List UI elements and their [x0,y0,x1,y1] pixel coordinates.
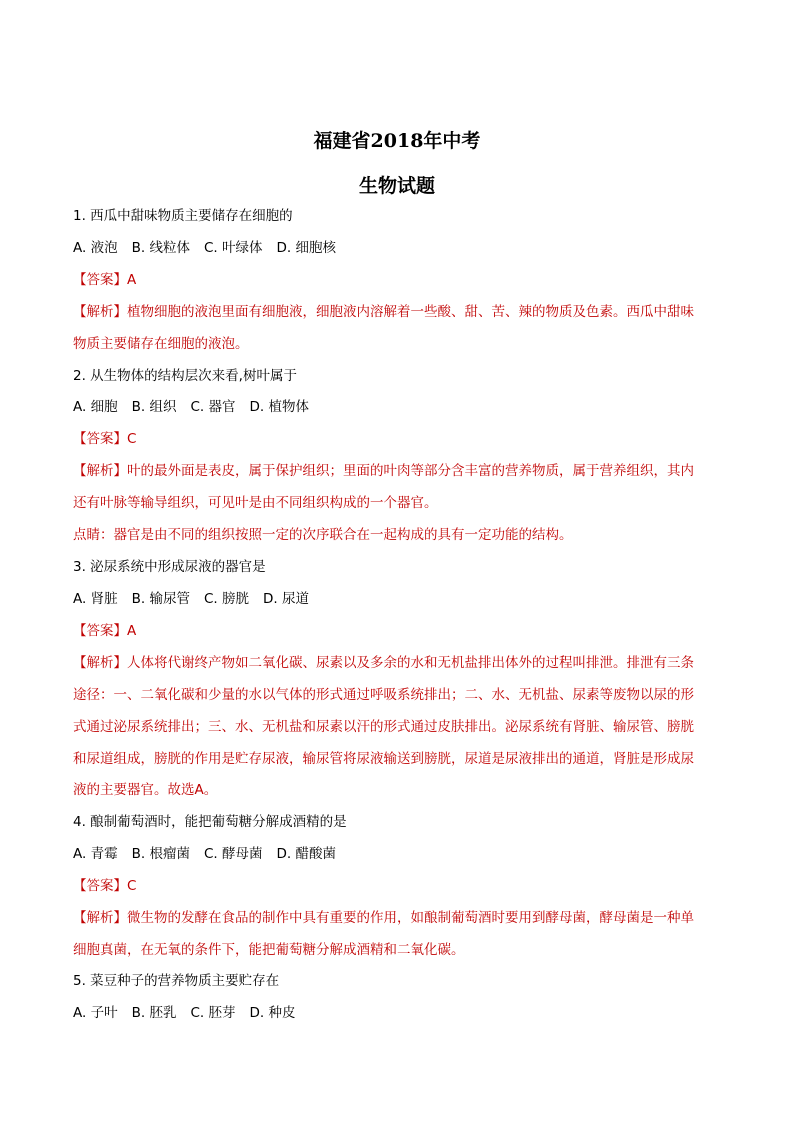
question-1-options [73,238,336,258]
answer-value: C [127,878,137,894]
analysis-tag: 【解析】 [73,304,127,320]
answer-tag: 【答案】 [73,878,127,894]
question-2-options [73,397,309,417]
question-5-options [73,1003,295,1023]
option-a: A. 肾脏 [73,591,118,607]
question-3-stem: 3. 泌尿系统中形成尿液的器官是 [73,559,266,575]
analysis-tag: 【解析】 [73,463,127,479]
option-b: B. 胚乳 [131,1005,177,1021]
question-2-tip: 点睛：器官是由不同的组织按照一定的次序联合在一起构成的具有一定功能的结构。 [73,527,573,543]
question-3-options [73,589,309,609]
question-3-answer [73,621,136,641]
answer-value: A [127,623,137,639]
analysis-tag: 【解析】 [73,655,127,671]
answer-tag: 【答案】 [73,431,127,447]
option-d: D. 尿道 [262,591,309,607]
question-5-stem: 5. 菜豆种子的营养物质主要贮存在 [73,973,280,989]
question-3-analysis-line-2: 途径：一、二氧化碳和少量的水以气体的形式通过呼吸系统排出；二、水、无机盐、尿素等废物以尿的形 [73,687,694,703]
answer-value: A [127,272,137,288]
question-3-analysis-line-4: 和尿道组成，膀胱的作用是贮存尿液，输尿管将尿液输送到膀胱，尿道是尿液排出的通道，肾脏是形成尿 [73,751,694,767]
option-c: C. 酵母菌 [203,846,263,862]
option-b: B. 组织 [131,399,177,415]
option-d: D. 种皮 [249,1005,296,1021]
question-2-analysis-line-1 [73,461,694,481]
analysis-text: 微生物的发酵在食品的制作中具有重要的作用，如酿制葡萄酒时要用到酵母菌，酵母菌是一种单 [127,910,694,926]
answer-tag: 【答案】 [73,623,127,639]
analysis-tag: 【解析】 [73,910,127,926]
option-c: C. 叶绿体 [203,240,263,256]
document-subtitle: 生物试题 [358,175,435,197]
option-c: C. 器官 [190,399,236,415]
question-1-answer [73,270,136,290]
question-1-analysis-line-2: 物质主要储存在细胞的液泡。 [73,336,249,352]
answer-value: C [127,431,137,447]
question-4-analysis-line-1 [73,908,694,928]
question-1-stem: 1. 西瓜中甜味物质主要储存在细胞的 [73,208,293,224]
option-b: B. 线粒体 [131,240,190,256]
option-b: B. 根瘤菌 [131,846,190,862]
option-a: A. 液泡 [73,240,118,256]
answer-tag: 【答案】 [73,272,127,288]
question-4-options [73,844,336,864]
question-4-analysis-line-2: 细胞真菌，在无氧的条件下，能把葡萄糖分解成酒精和二氧化碳。 [73,942,465,958]
question-2-analysis-line-2: 还有叶脉等输导组织，可见叶是由不同组织构成的一个器官。 [73,495,438,511]
option-d: D. 细胞核 [276,240,336,256]
option-c: C. 膀胱 [203,591,249,607]
analysis-text: 人体将代谢终产物如二氧化碳、尿素以及多余的水和无机盐排出体外的过程叫排泄。排泄有三条 [127,655,694,671]
option-b: B. 输尿管 [131,591,190,607]
analysis-text: 植物细胞的液泡里面有细胞液，细胞液内溶解着一些酸、甜、苦、辣的物质及色素。西瓜中甜味 [127,304,694,320]
option-a: A. 细胞 [73,399,118,415]
question-4-answer [73,876,136,896]
document-title: 福建省2018年中考 [313,130,481,152]
question-2-stem: 2. 从生物体的结构层次来看,树叶属于 [73,368,297,384]
question-3-analysis-line-5: 液的主要器官。故选A。 [73,782,218,798]
option-c: C. 胚芽 [190,1005,236,1021]
question-3-analysis-line-1 [73,653,694,673]
option-a: A. 青霉 [73,846,118,862]
question-3-analysis-line-3: 式通过泌尿系统排出；三、水、无机盐和尿素以汗的形式通过皮肤排出。泌尿系统有肾脏、输尿管、膀胱 [73,719,694,735]
question-4-stem: 4. 酿制葡萄酒时，能把葡萄糖分解成酒精的是 [73,814,347,830]
question-2-answer [73,429,136,449]
question-1-analysis-line-1 [73,302,694,322]
option-d: D. 植物体 [249,399,309,415]
option-a: A. 子叶 [73,1005,118,1021]
option-d: D. 醋酸菌 [276,846,336,862]
analysis-text: 叶的最外面是表皮，属于保护组织；里面的叶肉等部分含丰富的营养物质，属于营养组织，其内 [127,463,694,479]
